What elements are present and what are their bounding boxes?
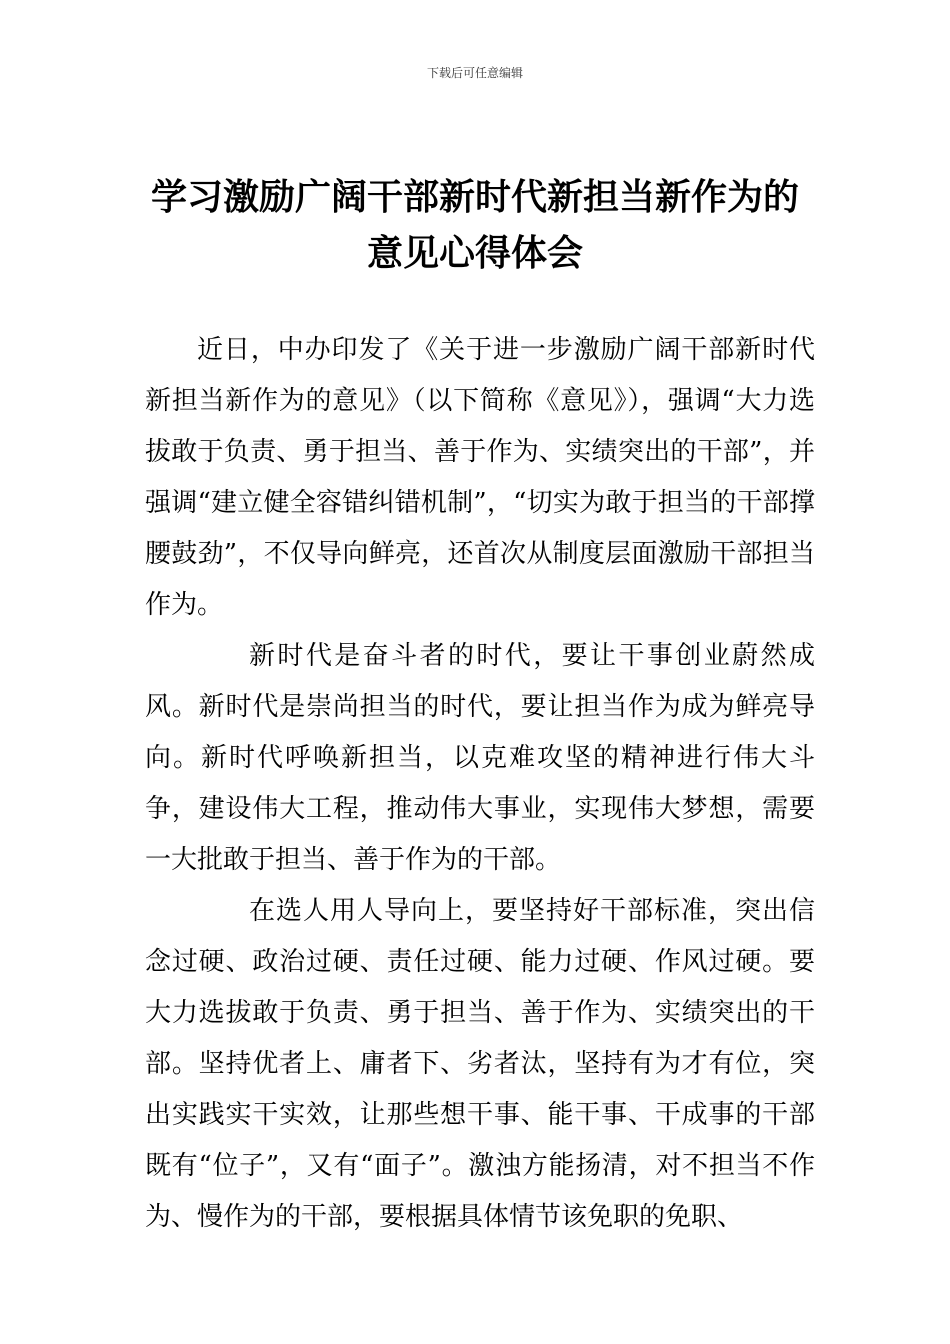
- document-title: [0, 170, 950, 282]
- paragraph-1: 近日，中办印发了《关于进一步激励广阔干部新时代新担当新作为的意见》（以下简称《意见》），强调“大力选拔敢于负责、勇于担当、善于作为、实绩突出的干部”，并强调“建立健全容错纠错机制”，“切实为敢于担当的干部撑腰鼓劲”，不仅导向鲜亮，还首次从制度层面激励干部担当作为。: [145, 335, 815, 620]
- document-body: [145, 325, 815, 1243]
- title-line-1: 学习激励广阔干部新时代新担当新作为的: [150, 177, 799, 218]
- paragraph-2: 新时代是奋斗者的时代，要让干事创业蔚然成风。新时代是崇尚担当的时代，要让担当作为成为鲜亮导向。新时代呼唤新担当，以克难攻坚的精神进行伟大斗争，建设伟大工程，推动伟大事业，实现伟大梦想，需要一大批敢于担当、善于作为的干部。: [145, 641, 815, 875]
- header-note: 下载后可任意编辑: [426, 66, 523, 80]
- paragraph-3: 在选人用人导向上，要坚持好干部标准，突出信念过硬、政治过硬、责任过硬、能力过硬、作风过硬。要大力选拔敢于负责、勇于担当、善于作为、实绩突出的干部。坚持优者上、庸者下、劣者汰，坚持有为才有位，突出实践实干实效，让那些想干事、能干事、干成事的干部既有“位子”，又有“面子”。激浊方能扬清，对不担当不作为、慢作为的干部，要根据具体情节该免职的免职、: [145, 896, 815, 1232]
- title-line-2: 意见心得体会: [366, 233, 583, 274]
